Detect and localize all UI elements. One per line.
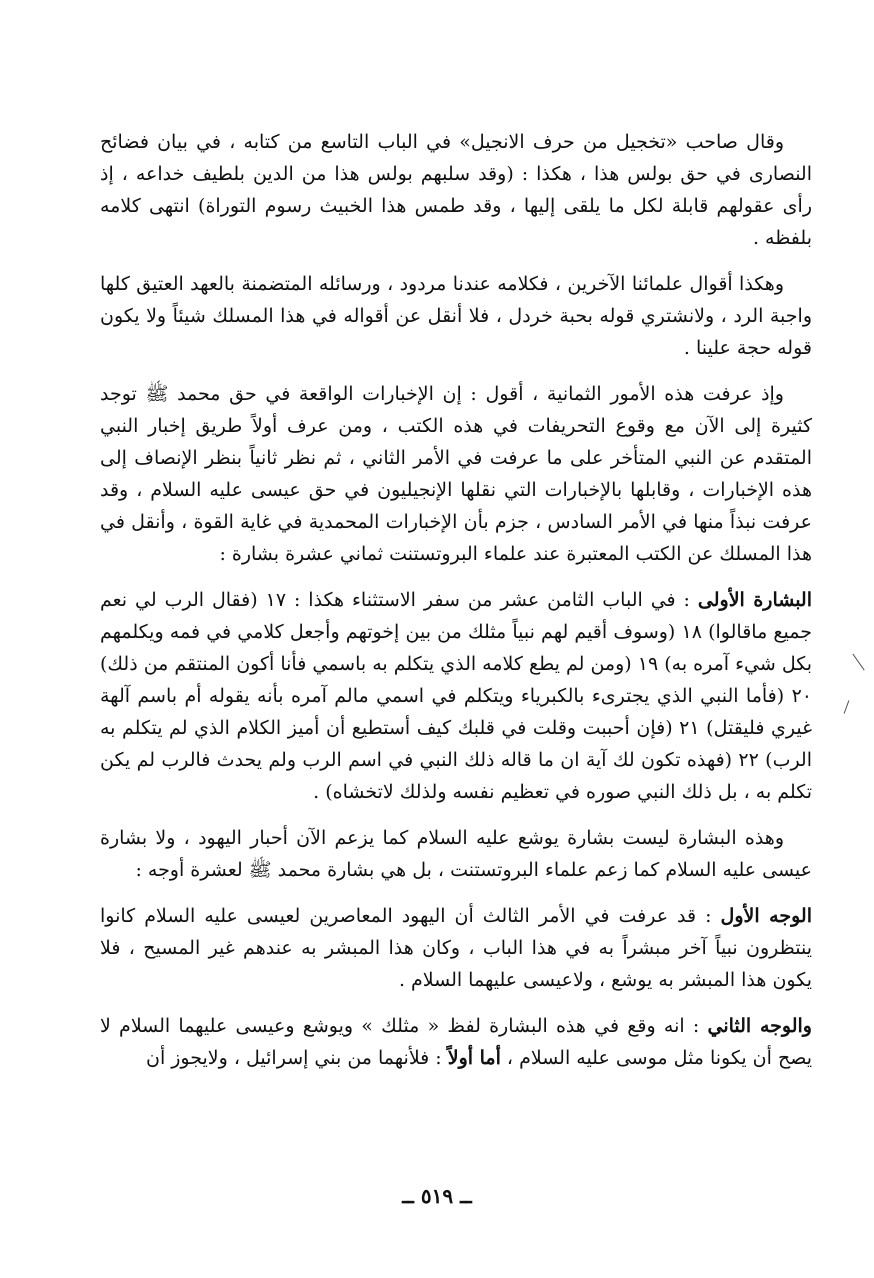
paragraph-3: وإذ عرفت هذه الأمور الثمانية ، أقول : إن الإخبارات الواقعة في حق محمد ﷺ توجد كثيرة إلى الآن مع وقوع التحريفات في هذه الكتب ، ومن عرف أولاً طريق إخبار النبي المتقدم عن النبي المتأخر على ما عرفت في الأمر الثاني ، ثم نظر ثانياً بنظر الإنصاف إلى هذه الإخبارات ، وقابلها بالإخبارات التي نقلها الإنجيليون في حق عيسى عليه السلام ، وقد عرفت نبذاً منها في الأمر السادس ، جزم بأن الإخبارات المحمدية في غاية القوة ، وأنقل في هذا المسلك عن الكتب المعتبرة عند علماء البروتستنت ثماني عشرة بشارة : xyxy=(100,383,812,565)
paragraph-7-text-b: : فلأنهما من بني إسرائيل ، ولايجوز أن xyxy=(145,1047,448,1069)
second-aspect-heading: والوجه الثاني xyxy=(707,1015,812,1037)
margin-scan-mark xyxy=(844,700,850,713)
page-body xyxy=(100,126,812,1074)
first-glad-tiding-heading: البشارة الأولى xyxy=(697,589,813,611)
paragraph-2: وهكذا أقوال علمائنا الآخرين ، فكلامه عندنا مردود ، ورسائله المتضمنة بالعهد العتيق كلها واجبة الرد ، ولانشتري قوله بحبة خردل ، فلا أنقل عن أقواله في هذا المسلك شيئاً ولا يكون قوله حجة علينا . xyxy=(100,273,812,359)
paragraph-4 xyxy=(100,584,812,808)
paragraph-6-text: : قد عرفت في الأمر الثالث أن اليهود المعاصرين لعيسى عليه السلام كانوا ينتظرون نبياً آخر مبشراً به في هذا الباب ، وكان هذا المبشر به عندهم غير المسيح ، فلا يكون هذا المبشر به يوشع ، ولاعيسى عليهما السلام . xyxy=(100,905,812,991)
paragraph-5: وهذه البشارة ليست بشارة يوشع عليه السلام كما يزعم الآن أحبار اليهود ، ولا بشارة عيسى عليه السلام كما زعم علماء البروتستنت ، بل هي بشارة محمد ﷺ لعشرة أوجه : xyxy=(100,827,812,881)
first-aspect-heading: الوجه الأول xyxy=(720,905,812,927)
page-number: ــ ٥١٩ ــ xyxy=(402,1184,472,1208)
paragraph-4-text: : في الباب الثامن عشر من سفر الاستثناء هكذا : ١٧ (فقال الرب لي نعم جميع ماقالوا) ١٨ (وسوف أقيم لهم نبياً مثلك من بين إخوتهم وأجعل كلامي في فمه ويكلمهم بكل شيء آمره به) ١٩ (ومن لم يطع كلامه الذي يتكلم به باسمي فأنا أكون المنتقم من ذلك) ٢٠ (فأما النبي الذي يجترىء بالكبرياء ويتكلم في اسمي مالم آمره بأنه يقوله أم باسم آلهة غيري فليقتل) ٢١ (فإن أحببت وقلت في قلبك كيف أستطيع أن أميز الكلام الذي لم يتكلم به الرب) ٢٢ (فهذه تكون لك آية ان ما قاله ذلك النبي في اسم الرب ولم يحدث فالرب لم يكن تكلم به ، بل ذلك النبي صوره في تعظيم نفسه ولذلك لاتخشاه) . xyxy=(100,589,813,803)
margin-scan-mark xyxy=(852,654,864,671)
firstly-heading: أما أولاً xyxy=(447,1047,501,1069)
paragraph-6 xyxy=(100,900,812,996)
paragraph-7-text-a: : انه وقع في هذه البشارة لفظ « مثلك » ويوشع وعيسى عليهما السلام لا يصح أن يكونا مثل موسى عليه السلام ، xyxy=(100,1015,812,1069)
paragraph-7 xyxy=(100,1010,812,1074)
paragraph-1: وقال صاحب «تخجيل من حرف الانجيل» في الباب التاسع من كتابه ، في بيان فضائح النصارى في حق بولس هذا ، هكذا : (وقد سلبهم بولس هذا من الدين بلطيف خداعه ، إذ رأى عقولهم قابلة لكل ما يلقى إليها ، وقد طمس هذا الخبيث رسوم التوراة) انتهى كلامه بلفظه . xyxy=(100,131,812,249)
